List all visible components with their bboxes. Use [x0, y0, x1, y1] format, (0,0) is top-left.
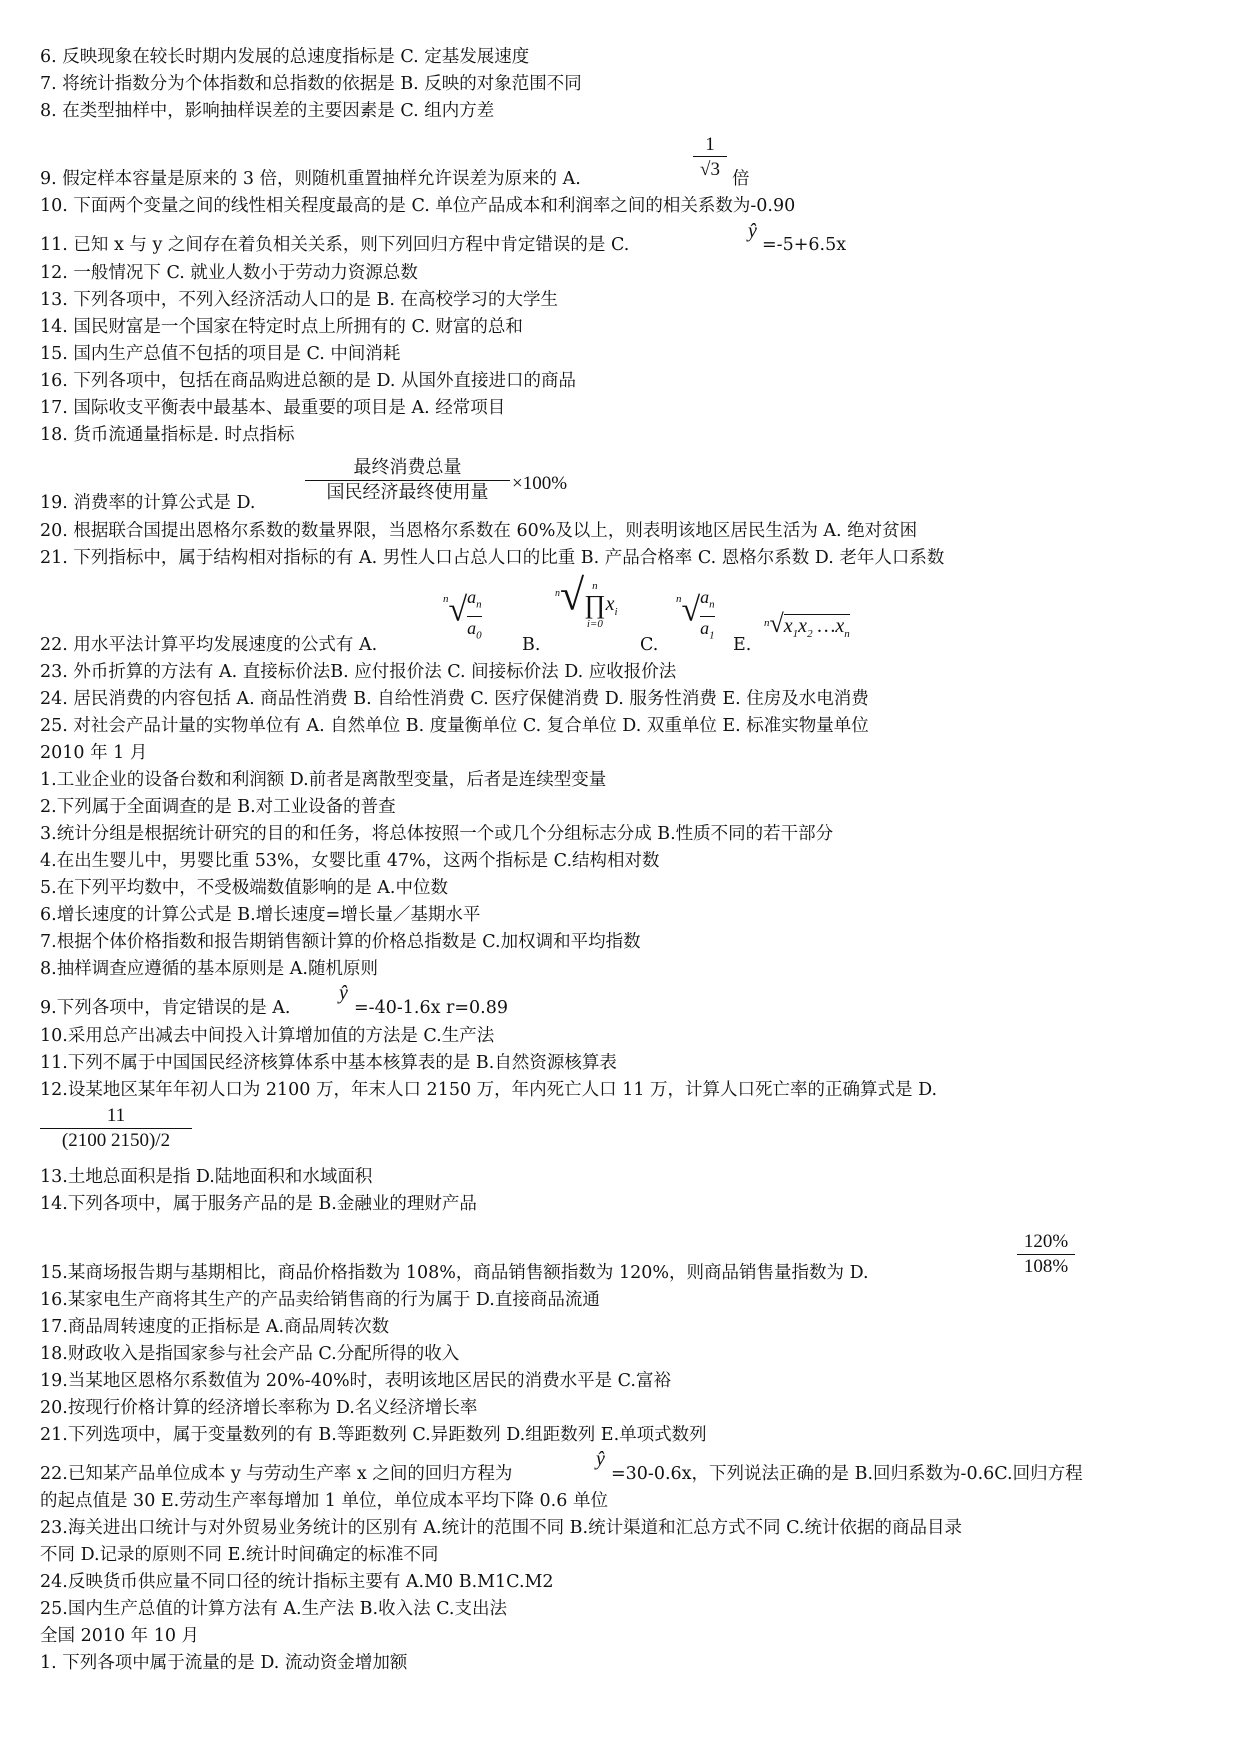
q13: 13. 下列各项中，不列入经济活动人口的是 B. 在高校学习的大学生	[40, 290, 558, 310]
y-hat-symbol: ŷ	[748, 220, 757, 242]
jan-q16: 16.某家电生产商将其生产的产品卖给销售商的行为属于 D.直接商品流通	[40, 1290, 600, 1310]
jan-q21: 21.下列选项中，属于变量数列的有 B.等距数列 C.异距数列 D.组距数列 E.单项式数列	[40, 1425, 707, 1445]
section-2010-oct: 全国 2010 年 10 月	[40, 1626, 200, 1646]
jan-q13: 13.土地总面积是指 D.陆地面积和水域面积	[40, 1167, 373, 1187]
section-2010-jan: 2010 年 1 月	[40, 743, 148, 763]
q19-denominator: 国民经济最终使用量	[326, 482, 489, 503]
q22-option-c: C.	[640, 635, 659, 655]
formula-c: $^n$√ $\frac{a_n}{a_1}$	[676, 587, 715, 642]
q19-numerator: 最终消费总量	[305, 456, 510, 481]
jan-q4: 4.在出生婴儿中，男婴比重 53%，女婴比重 47%，这两个指标是 C.结构相对数	[40, 851, 660, 871]
formula-e: $^n√x_1x_2$ $\dots x_n$	[764, 609, 850, 640]
q22-option-b: B.	[522, 635, 541, 655]
jan-q3: 3.统计分组是根据统计研究的目的和任务，将总体按照一个或几个分组标志分成 B.性质不同的若干部分	[40, 824, 834, 844]
q11: 11. 已知 x 与 y 之间存在着负相关关系，则下列回归方程中肯定错误的是 C.	[40, 235, 630, 255]
q6: 6. 反映现象在较长时期内发展的总速度指标是 C. 定基发展速度	[40, 47, 530, 67]
jan-q15-numerator: 120%	[1017, 1230, 1075, 1255]
jan-q11: 11.下列不属于中国国民经济核算体系中基本核算表的是 B.自然资源核算表	[40, 1053, 617, 1073]
q11-equation: =-5+6.5x	[762, 235, 847, 255]
jan-q5: 5.在下列平均数中，不受极端数值影响的是 A.中位数	[40, 878, 448, 898]
q14: 14. 国民财富是一个国家在特定时点上所拥有的 C. 财富的总和	[40, 317, 523, 337]
jan-q15-fraction	[1017, 1230, 1075, 1279]
q19-times: ×100%	[512, 473, 568, 494]
q24: 24. 居民消费的内容包括 A. 商品性消费 B. 自给性消费 C. 医疗保健消费 D. 服务性消费 E. 住房及水电消费	[40, 689, 869, 709]
formula-b: $^n$√ n ∏ i=0 $x_i$	[555, 570, 618, 630]
q21: 21. 下列指标中，属于结构相对指标的有 A. 男性人口占总人口的比重 B. 产品合格率 C. 恩格尔系数 D. 老年人口系数	[40, 548, 945, 568]
q25: 25. 对社会产品计量的实物单位有 A. 自然单位 B. 度量衡单位 C. 复合单位 D. 双重单位 E. 标准实物量单位	[40, 716, 869, 736]
q22: 22. 用水平法计算平均发展速度的公式有 A.	[40, 635, 378, 655]
y-hat-symbol-2: ŷ	[339, 982, 348, 1004]
q16: 16. 下列各项中，包括在商品购进总额的是 D. 从国外直接进口的商品	[40, 371, 576, 391]
jan-q17: 17.商品周转速度的正指标是 A.商品周转次数	[40, 1317, 390, 1337]
q7: 7. 将统计指数分为个体指数和总指数的依据是 B. 反映的对象范围不同	[40, 74, 582, 94]
q17: 17. 国际收支平衡表中最基本、最重要的项目是 A. 经常项目	[40, 398, 506, 418]
jan-q15-denominator: 108%	[1023, 1256, 1069, 1277]
q9-suffix: 倍	[732, 169, 750, 189]
jan-q23-continued: 不同 D.记录的原则不同 E.统计时间确定的标准不同	[40, 1545, 439, 1565]
jan-q10: 10.采用总产出减去中间投入计算增加值的方法是 C.生产法	[40, 1026, 495, 1046]
q12: 12. 一般情况下 C. 就业人数小于劳动力资源总数	[40, 263, 418, 283]
jan-q8: 8.抽样调查应遵循的基本原则是 A.随机原则	[40, 959, 378, 979]
q19-fraction	[305, 456, 510, 505]
q8: 8. 在类型抽样中，影响抽样误差的主要因素是 C. 组内方差	[40, 101, 495, 121]
q15: 15. 国内生产总值不包括的项目是 C. 中间消耗	[40, 344, 401, 364]
jan-q9: 9.下列各项中，肯定错误的是 A.	[40, 998, 291, 1018]
formula-a: $^n$√ $\frac{a_n}{a_0}$	[443, 587, 482, 642]
q20: 20. 根据联合国提出恩格尔系数的数量界限，当恩格尔系数在 60%及以上，则表明该地区居民生活为 A. 绝对贫困	[40, 521, 918, 541]
jan-q15: 15.某商场报告期与基期相比，商品价格指数为 108%，商品销售额指数为 120%，则商品销售量指数为 D.	[40, 1263, 869, 1283]
jan-q1: 1.工业企业的设备台数和利润额 D.前者是离散型变量，后者是连续型变量	[40, 770, 607, 790]
jan-q19: 19.当某地区恩格尔系数值为 20%-40%时，表明该地区居民的消费水平是 C.富裕	[40, 1371, 671, 1391]
jan-q18: 18.财政收入是指国家参与社会产品 C.分配所得的收入	[40, 1344, 460, 1364]
jan-q6: 6.增长速度的计算公式是 B.增长速度=增长量／基期水平	[40, 905, 481, 925]
q9	[40, 166, 581, 193]
q23: 23. 外币折算的方法有 A. 直接标价法B. 应付报价法 C. 间接标价法 D. 应收报价法	[40, 662, 677, 682]
jan-q12: 12.设某地区某年年初人口为 2100 万，年末人口 2150 万，年内死亡人口 11 万，计算人口死亡率的正确算式是 D.	[40, 1080, 938, 1100]
jan-q2: 2.下列属于全面调查的是 B.对工业设备的普查	[40, 797, 396, 817]
jan-q12-numerator: 11	[40, 1104, 192, 1129]
q9-fraction: $\frac{1}{√3}$	[693, 134, 727, 183]
jan-q20: 20.按现行价格计算的经济增长率称为 D.名义经济增长率	[40, 1398, 478, 1418]
jan-q14: 14.下列各项中，属于服务产品的是 B.金融业的理财产品	[40, 1194, 477, 1214]
q9-text: 9. 假定样本容量是原来的 3 倍，则随机重置抽样允许误差为原来的 A.	[40, 169, 581, 189]
q22-option-e: E.	[733, 635, 752, 655]
q10: 10. 下面两个变量之间的线性相关程度最高的是 C. 单位产品成本和利润率之间的相关系数为-0.90	[40, 196, 796, 216]
jan-q7: 7.根据个体价格指数和报告期销售额计算的价格总指数是 C.加权调和平均指数	[40, 932, 641, 952]
jan-q25: 25.国内生产总值的计算方法有 A.生产法 B.收入法 C.支出法	[40, 1599, 507, 1619]
jan-q24: 24.反映货币供应量不同口径的统计指标主要有 A.M0 B.M1C.M2	[40, 1572, 554, 1592]
jan-q22-continued: 的起点值是 30 E.劳动生产率每增加 1 单位，单位成本平均下降 0.6 单位	[40, 1491, 608, 1511]
jan-q22: 22.已知某产品单位成本 y 与劳动生产率 x 之间的回归方程为	[40, 1464, 513, 1484]
jan-q9-equation: =-40-1.6x r=0.89	[354, 998, 509, 1018]
jan-q12-denominator: (2100 2150)/2	[61, 1130, 171, 1151]
jan-q23: 23.海关进出口统计与对外贸易业务统计的区别有 A.统计的范围不同 B.统计渠道和汇总方式不同 C.统计依据的商品目录	[40, 1518, 962, 1538]
oct-q1: 1. 下列各项中属于流量的是 D. 流动资金增加额	[40, 1653, 408, 1673]
q18: 18. 货币流通量指标是. 时点指标	[40, 425, 295, 445]
q19: 19. 消费率的计算公式是 D.	[40, 493, 256, 513]
jan-q12-fraction	[40, 1104, 192, 1153]
jan-q22-rest: =30-0.6x，下列说法正确的是 B.回归系数为-0.6C.回归方程	[611, 1464, 1083, 1484]
y-hat-symbol-3: ŷ	[596, 1448, 605, 1470]
